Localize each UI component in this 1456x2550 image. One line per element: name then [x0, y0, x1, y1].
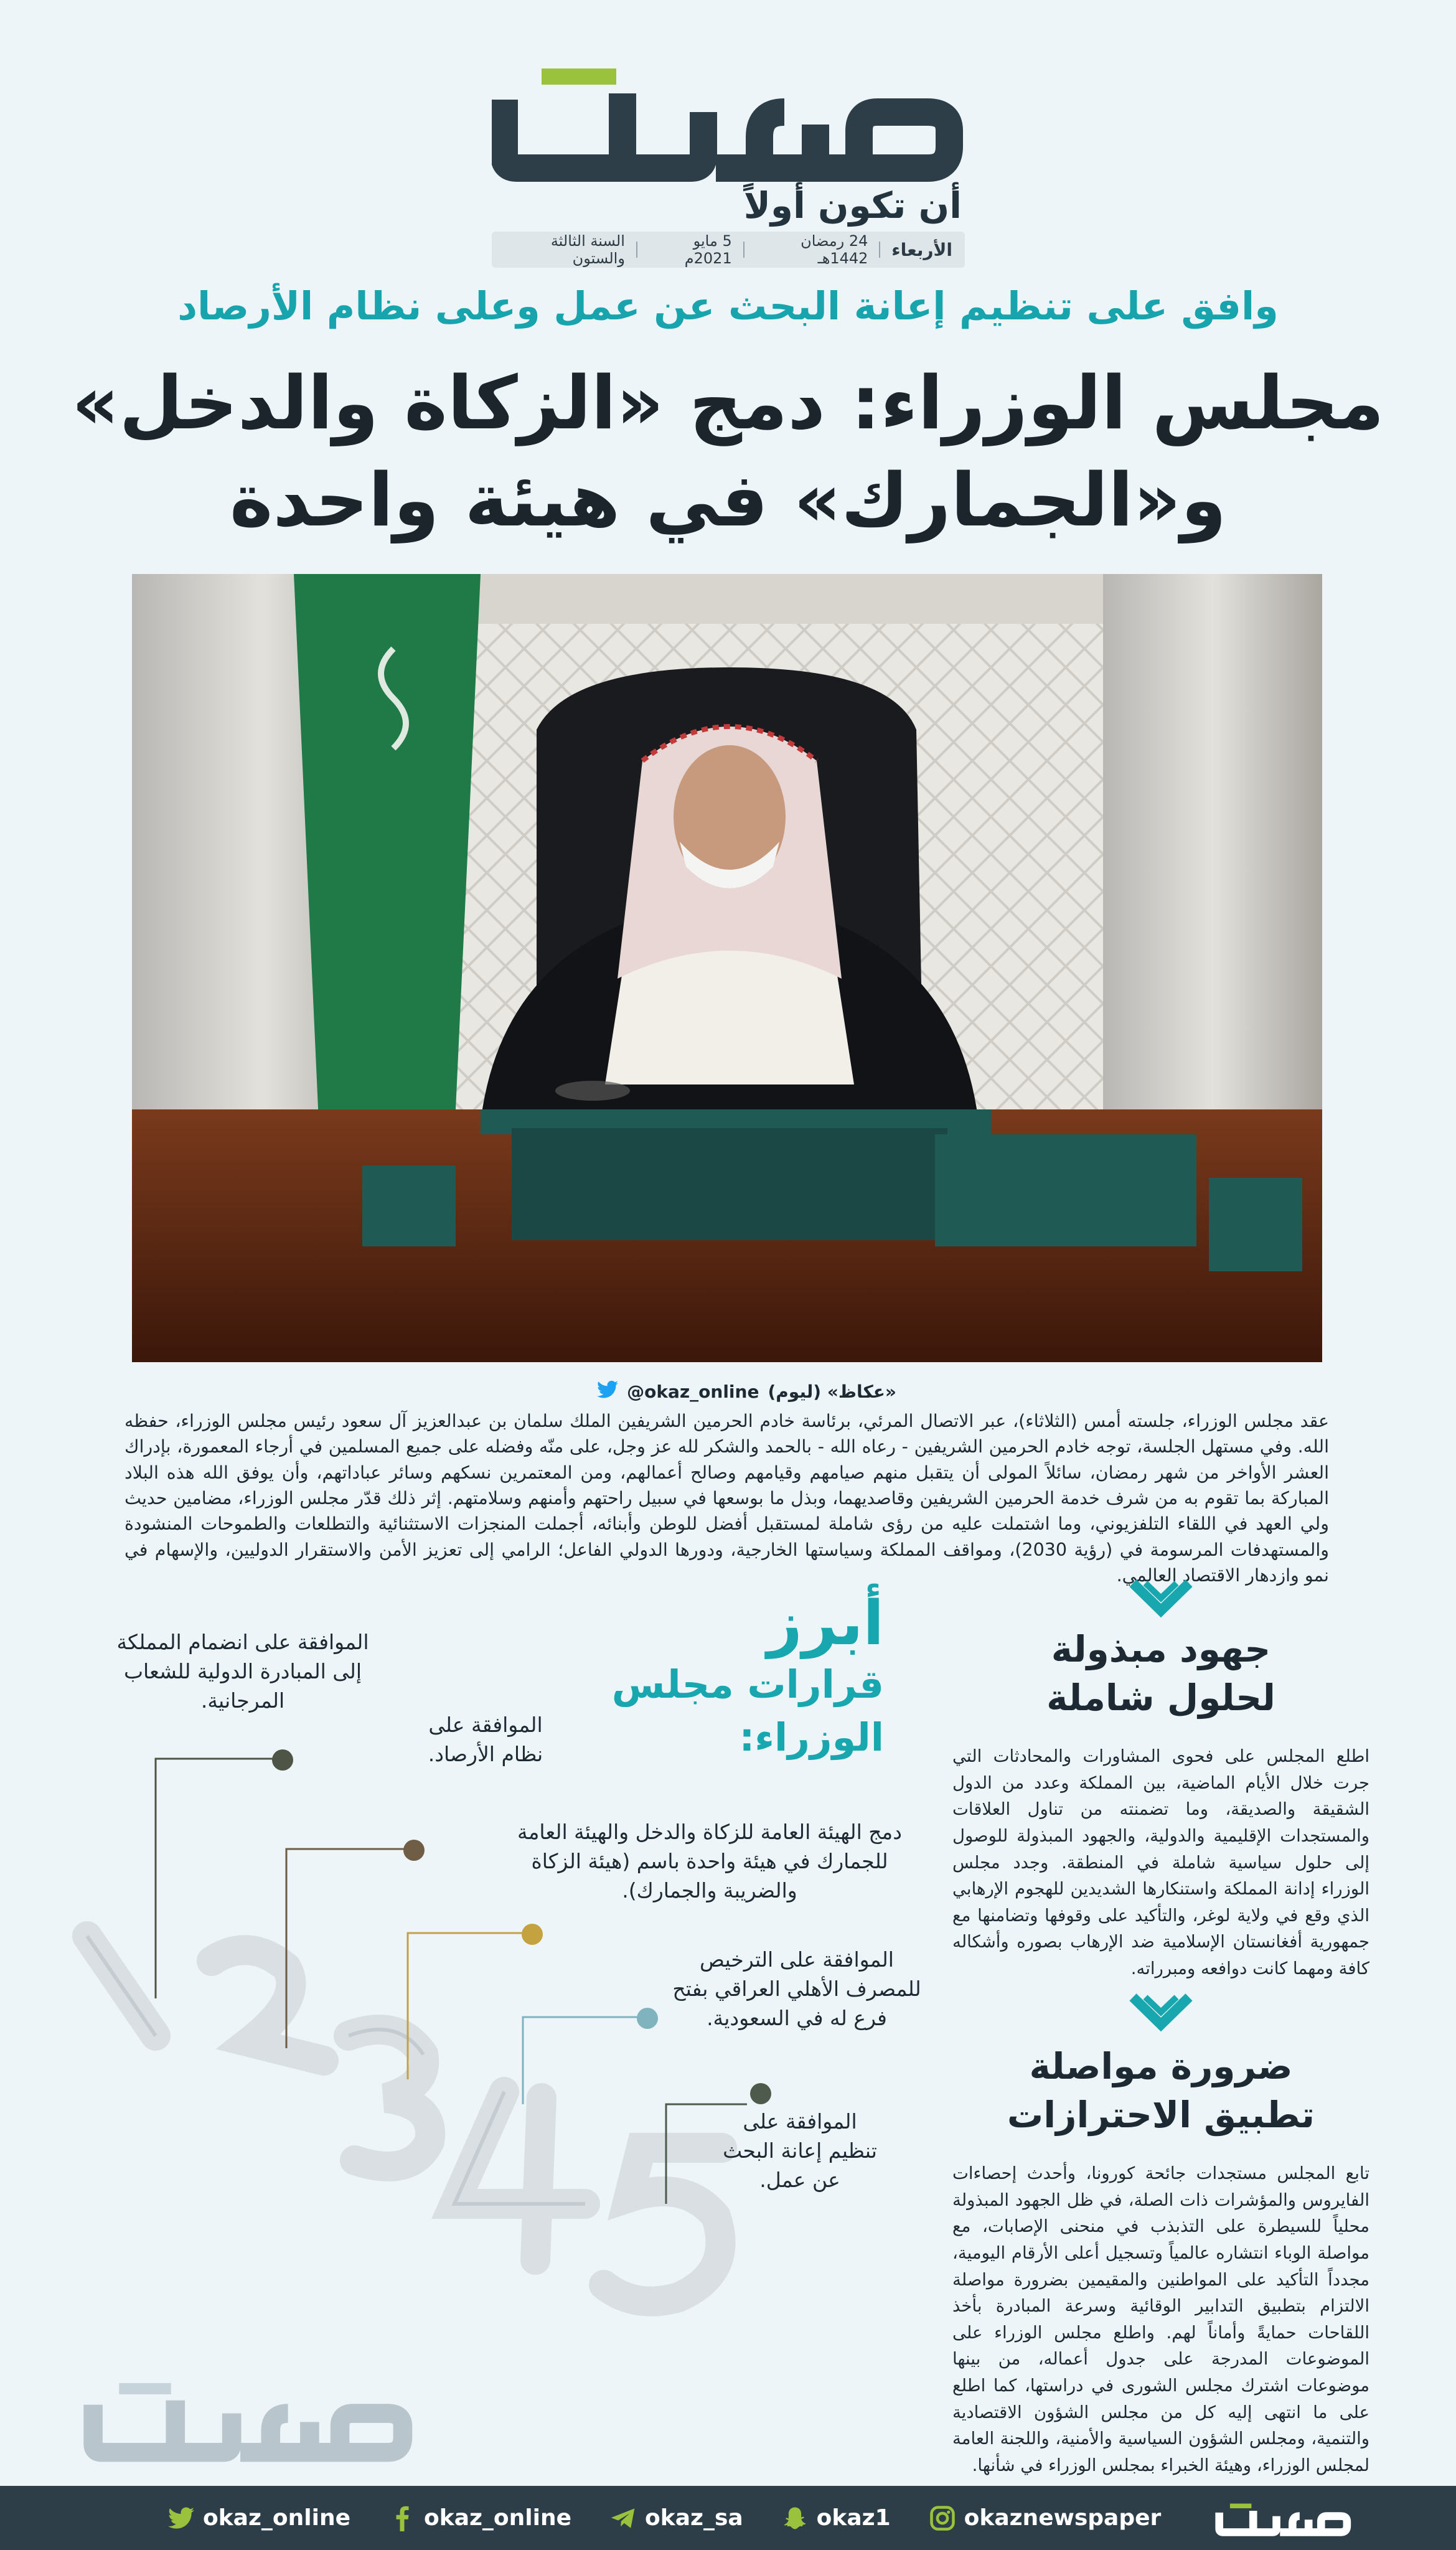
- section-2-title-line2: تطبيق الاحترازات: [1007, 2094, 1315, 2137]
- caption-source: «عكاظ» (ليوم): [768, 1381, 896, 1402]
- decision-4-text: الموافقة على الترخيص للمصرف الأهلي العراقي بفتح فرع له في السعودية.: [672, 1947, 921, 2030]
- chevron-down-icon: [1127, 1992, 1195, 2038]
- decision-1-text: الموافقة على انضمام المملكة إلى المبادرة الدولية للشعاب المرجانية.: [116, 1630, 369, 1713]
- headline-line-1: مجلس الوزراء: دمج «الزكاة والدخل»: [72, 360, 1384, 446]
- tagline: أن تكون أولاً: [743, 184, 962, 227]
- decisions-title-line3: الوزراء:: [739, 1715, 884, 1761]
- footer-link-label: okaz_sa: [645, 2505, 743, 2531]
- decision-3-text: دمج الهيئة العامة للزكاة والدخل والهيئة العامة للجمارك في هيئة واحدة باسم (هيئة الزكاة والضريبة والجمارك).: [517, 1820, 902, 1903]
- chevron-down-icon: [1127, 1578, 1195, 1624]
- decision-connectors: [124, 1731, 747, 2229]
- divider: [743, 242, 744, 258]
- okaz-logo-footer: [1212, 2496, 1355, 2540]
- decision-5-text: الموافقة على تنظيم إعانة البحث عن عمل.: [723, 2109, 877, 2192]
- lead-photo: [132, 574, 1322, 1362]
- caption-handle: okaz_online@: [627, 1381, 759, 1402]
- footer-link-label: okaz_online: [424, 2505, 572, 2531]
- footer-link-facebook[interactable]: [389, 2505, 571, 2531]
- decisions-title-big: أبرز: [767, 1588, 884, 1659]
- twitter-icon: [168, 2505, 194, 2531]
- footer-link-twitter[interactable]: [168, 2505, 350, 2531]
- snapchat-icon: [782, 2505, 808, 2531]
- decision-dot-5: [750, 2083, 771, 2104]
- instagram-icon: [929, 2505, 956, 2531]
- footer-social-bar: [0, 2486, 1456, 2550]
- section-1-title: [977, 1625, 1345, 1723]
- decisions-title-line2: قرارات مجلس: [611, 1661, 884, 1707]
- article-kicker: وافق على تنظيم إعانة البحث عن عمل وعلى نظام الأرصاد: [177, 283, 1279, 329]
- section-2-title: [977, 2042, 1345, 2140]
- dateline: [492, 232, 965, 268]
- decisions-title: [598, 1588, 884, 1764]
- divider: [636, 242, 637, 258]
- headline-line-2: و«الجمارك» في هيئة واحدة: [229, 456, 1227, 543]
- section-2-title-line1: ضرورة مواصلة: [1029, 2045, 1293, 2087]
- divider: [879, 242, 880, 258]
- decision-dot-4: [637, 2008, 658, 2029]
- telegram-icon: [610, 2505, 636, 2531]
- okaz-logo: [492, 44, 965, 187]
- footer-link-instagram[interactable]: [929, 2505, 1162, 2531]
- article-lead: عقد مجلس الوزراء، جلسته أمس (الثلاثاء)، عبر الاتصال المرئي، برئاسة خادم الحرمين الشريفين الملك سلمان بن عبدالعزيز آل سعود رئيس مجلس الوزراء، حفظه الله. وفي مستهل الجلسة، توجه خادم الحرمين الشريفين - رعاه الله - بالحمد والشكر لله عز وجل، على منّه وفضله على جميع المسلمين في أرجاء المعمورة، بإدراك العشر الأواخر من شهر رمضان، سائلاً المولى أن يتقبل منهم صيامهم وقيامهم وصالح أعمالهم، ومن المعتمرين نسكهم وسائر عباداتهم، وأن يوفق الله هذه البلاد المباركة بما تقوم به من شرف خدمة الحرمين الشريفين وقاصديهما، وبذل ما بوسعها في سبيل راحتهم وأمنهم وسلامتهم. إثر ذلك قدّر مجلس الوزراء، مضامين حديث ولي العهد في اللقاء التلفزيوني، وما اشتملت عليه من رؤى شاملة لمستقبل أفضل للوطن وأبنائه، أجملت المنجزات الاستثنائية والتطلعات والطموحات المنشودة والمستهدفات المرسومة في (رؤية 2030)، ومواقف المملكة وسياستها الخارجية، ودورها الدولي الفاعل؛ الرامي إلى تعزيز الأمن والاستقرار الدوليين، والإسهام في نمو وازدهار الاقتصاد العالمي.: [124, 1411, 1329, 1586]
- footer-link-label: okaz1: [816, 2505, 891, 2531]
- dateline-day: الأربعاء: [891, 239, 952, 260]
- dateline-gregorian: 5 مايو 2021م: [684, 232, 732, 267]
- photo-caption: [560, 1379, 896, 1404]
- twitter-icon: [597, 1380, 618, 1403]
- article-headline: [62, 355, 1394, 549]
- footer-link-telegram[interactable]: [610, 2505, 743, 2531]
- decision-dot-2: [403, 1840, 425, 1861]
- decision-dot-1: [272, 1749, 293, 1771]
- section-1-title-line2: لحلول شاملة: [1046, 1677, 1275, 1720]
- decision-2-text: الموافقة على نظام الأرصاد.: [428, 1713, 543, 1766]
- footer-link-label: okaz_online: [203, 2505, 351, 2531]
- dateline-hijri: 24 رمضان 1442هـ: [801, 232, 868, 267]
- footer-link-label: okaznewspaper: [964, 2505, 1162, 2531]
- section-1-title-line1: جهود مبذولة: [1051, 1628, 1271, 1670]
- footer-link-snapchat[interactable]: [782, 2505, 891, 2531]
- facebook-icon: [389, 2505, 415, 2531]
- okaz-logo-watermark: [72, 2366, 426, 2465]
- dateline-year: السنة الثالثة والستون: [550, 232, 625, 267]
- decision-dot-3: [522, 1924, 543, 1945]
- section-2-text: تابع المجلس مستجدات جائحة كورونا، وأحدث إحصاءات الفايروس والمؤشرات ذات الصلة، في ظل الجهود المبذولة محلياً للسيطرة على التذبذب في منحنى الإصابات، مع مواصلة الوباء انتشاره عالمياً وتسجيل أعلى الأرقام اليومية، مجدداً التأكيد على المواطنين والمقيمين بضرورة مواصلة الالتزام بتطبيق التدابير الوقائية وسرعة المبادرة بأخذ اللقاحات حمايةً وأماناً لهم. واطلع مجلس الوزراء على الموضوعات المدرجة على جدول أعماله، من بينها موضوعات اشترك مجلس الشورى في دراستها، كما اطلع على ما انتهى إليه كل من مجلس الشؤون الاقتصادية والتنمية، ومجلس الشؤون السياسية والأمنية، واللجنة العامة لمجلس الوزراء، وهيئة الخبراء بمجلس الوزراء في شأنها.: [952, 2163, 1369, 2475]
- section-1-text: اطلع المجلس على فحوى المشاورات والمحادثات التي جرت خلال الأيام الماضية، بين المملكة وعدد من الدول الشقيقة والصديقة، وما تضمنته من تناول العلاقات والمستجدات الإقليمية والدولية، والجهود المبذولة للوصول إلى حلول سياسية شاملة في المنطقة. وجدد مجلس الوزراء إدانة المملكة واستنكارها الشديدين للهجوم الإرهابي الذي وقع في ولاية لوغر، والتأكيد على وقوفها وتضامنها مع جمهورية أفغانستان الإسلامية ضد الإرهاب بصوره وأشكاله كافة ومهما كانت دوافعه ومبرراته.: [952, 1746, 1369, 1978]
